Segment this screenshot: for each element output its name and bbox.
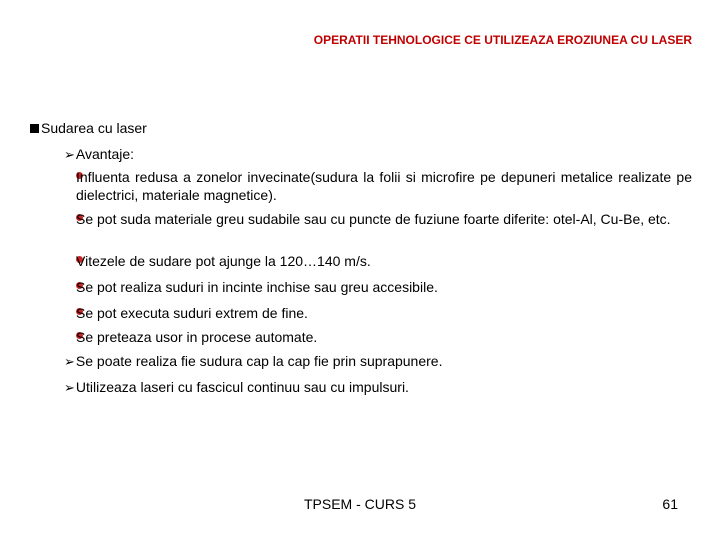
advantages-heading [64,145,134,164]
section-heading [30,119,147,137]
advantage-item [76,278,692,296]
square-bullet-icon [30,124,39,133]
advantage-text: Se pot suda materiale greu sudabile sau cu puncte de fuziune foarte diferite: otel-Al, Cu-Be, etc. [76,211,671,227]
arrow-bullet-icon: ➢ [64,380,75,395]
advantage-text: Se pot realiza suduri in incinte inchise sau greu accesibile. [76,279,438,295]
advantage-item [76,328,692,346]
point-text: Se poate realiza fie sudura cap la cap fie prin suprapunere. [75,353,443,369]
advantage-item [76,210,692,228]
advantage-text: Se preteaza usor in procese automate. [76,329,318,345]
advantage-item [76,168,692,204]
advantage-item [76,304,692,322]
section-title: Sudarea cu laser [41,120,147,136]
point-item [64,352,442,371]
point-item [64,378,409,397]
advantage-text: Se pot executa suduri extrem de fine. [76,305,308,321]
advantages-label: Avantaje: [75,146,135,162]
point-text: Utilizeaza laseri cu fascicul continuu sau cu impulsuri. [75,379,409,395]
slide-title: OPERATII TEHNOLOGICE CE UTILIZEAZA EROZIUNEA CU LASER [313,33,692,47]
advantage-text: Vitezele de sudare pot ajunge la 120…140 m/s. [76,253,371,269]
arrow-bullet-icon: ➢ [64,147,75,162]
page-number: 61 [662,496,678,512]
advantage-text: Influenta redusa a zonelor invecinate(sudura la folii si microfire pe depuneri metalice realizate pe dielectrici, materiale magnetice). [76,169,692,203]
footer-course: TPSEM - CURS 5 [303,496,416,512]
advantage-item [76,252,692,270]
arrow-bullet-icon: ➢ [64,354,75,369]
